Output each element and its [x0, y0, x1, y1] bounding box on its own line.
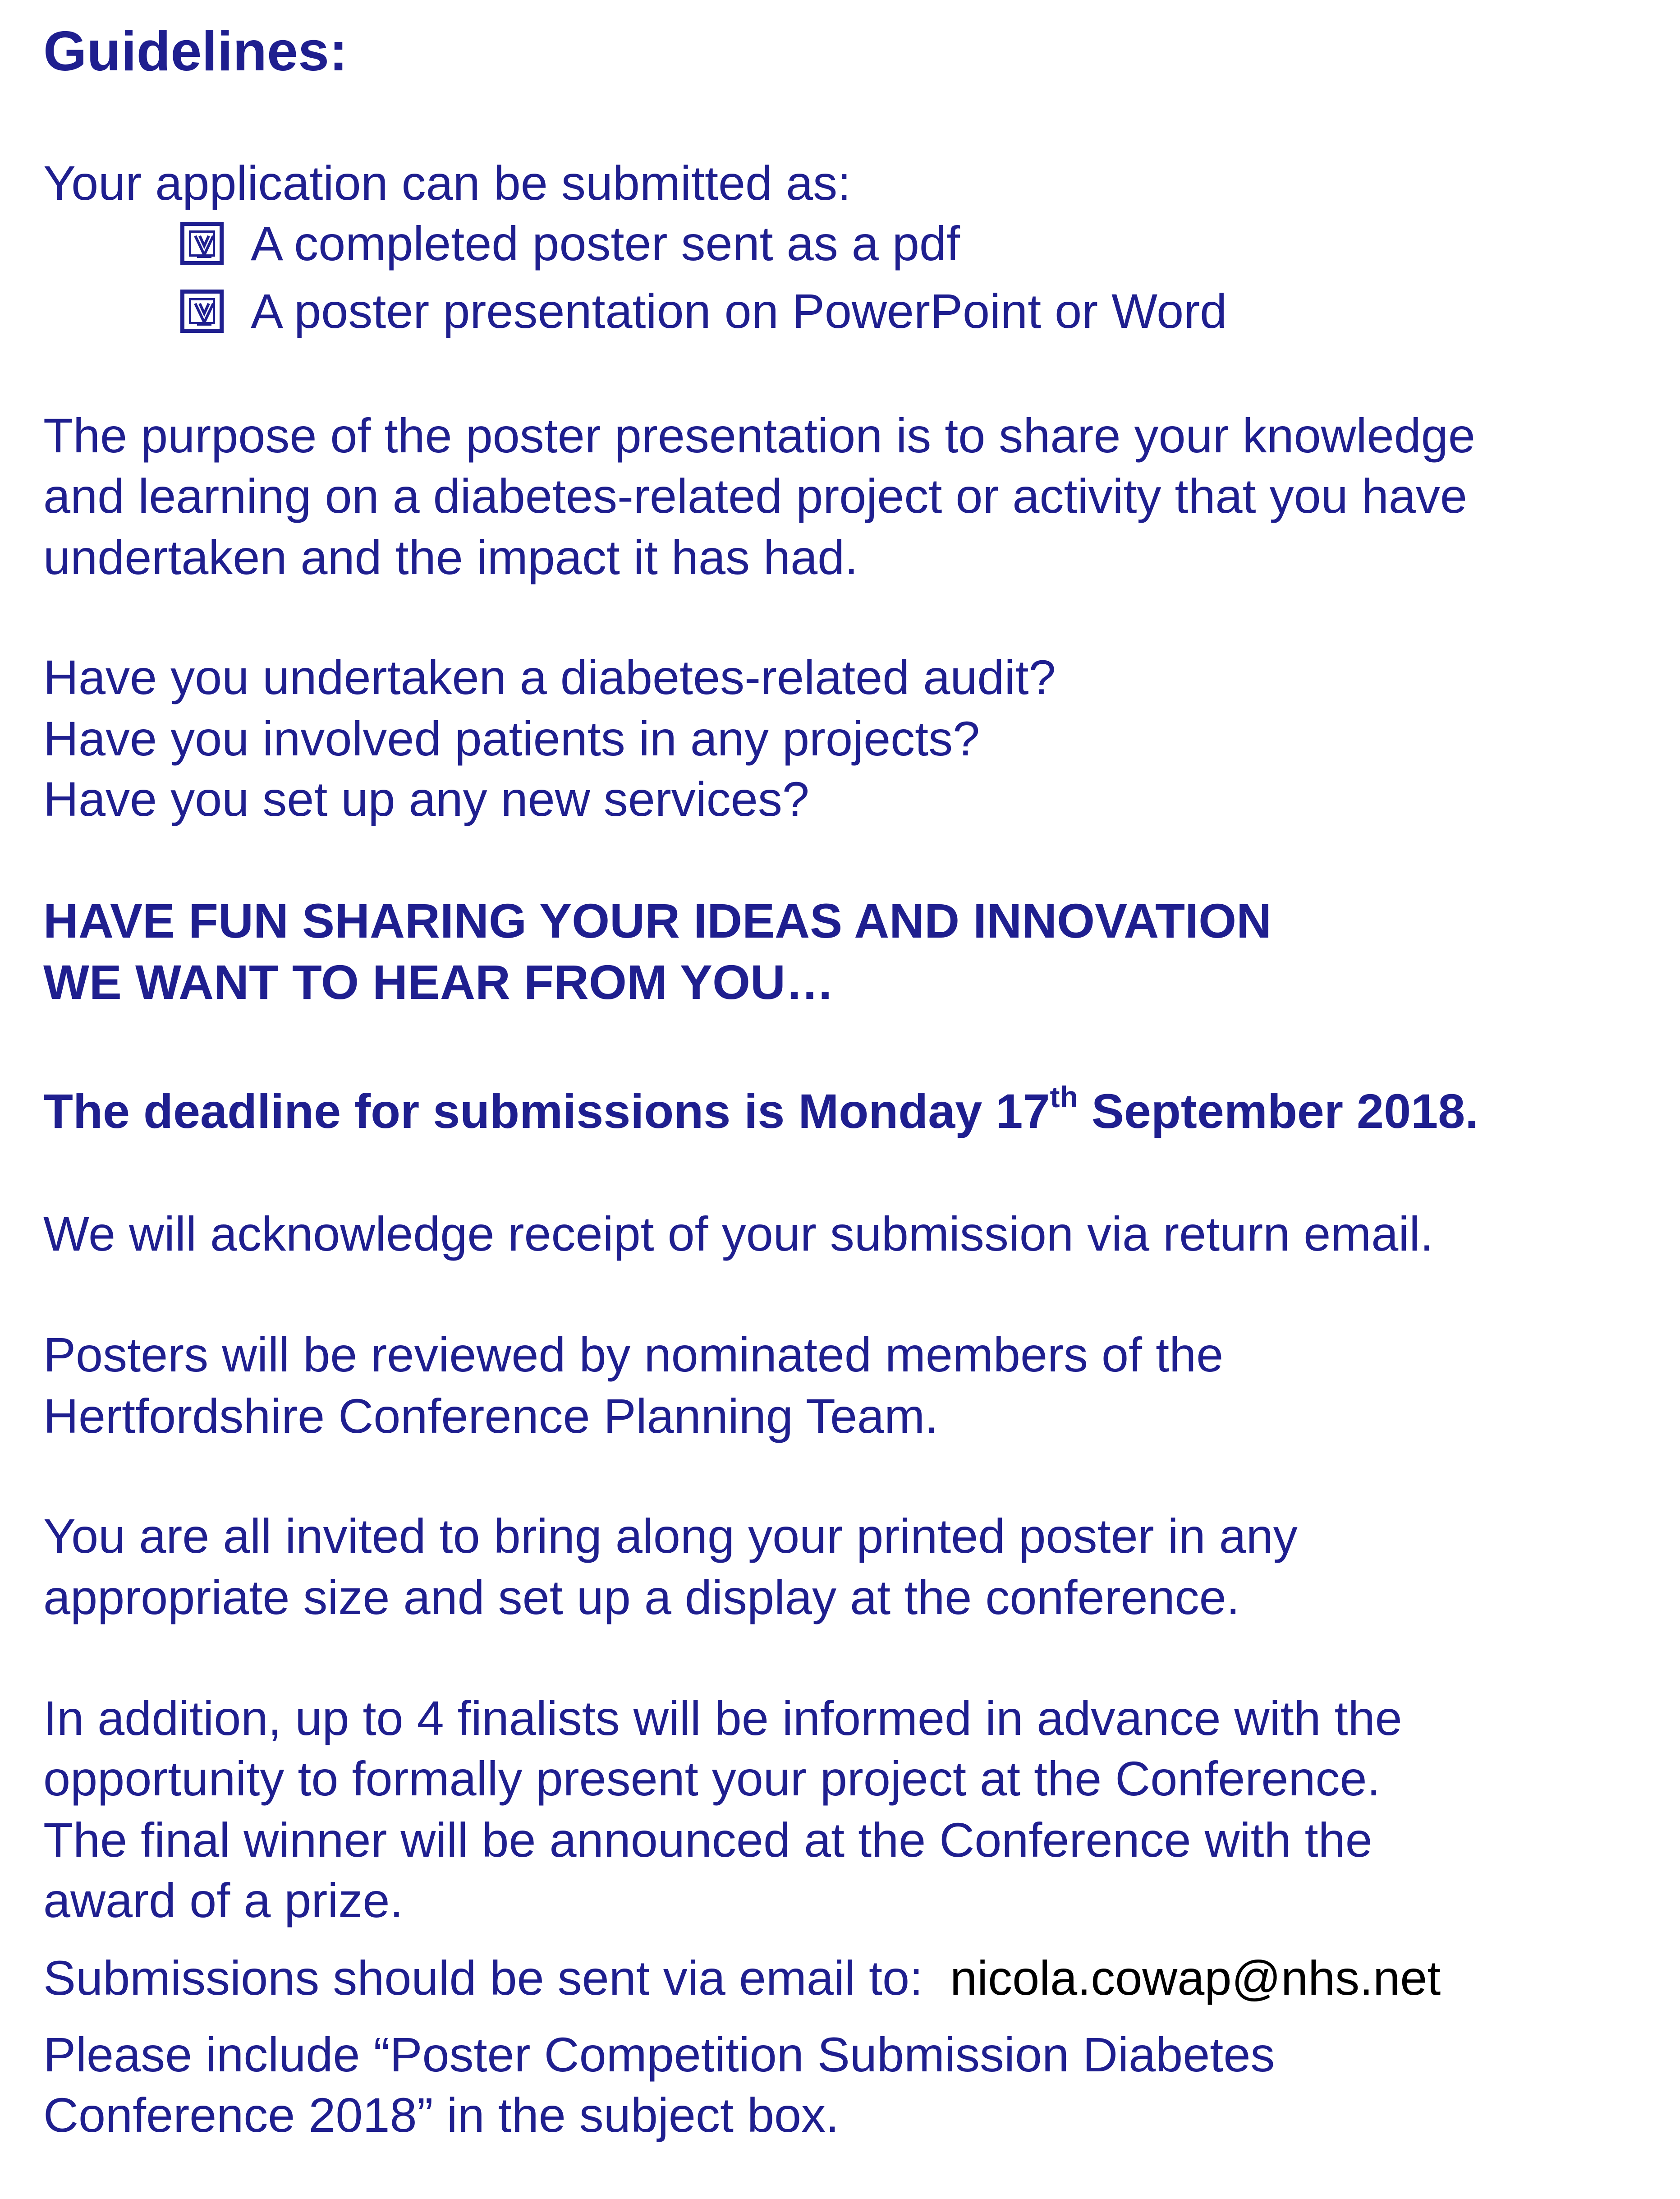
- intro-text: Your application can be submitted as:: [43, 156, 851, 210]
- subject-line: Please include “Poster Competition Submission Diabetes: [43, 2027, 1275, 2082]
- checkbox-mark-icon: [193, 232, 216, 259]
- callout-line: HAVE FUN SHARING YOUR IDEAS AND INNOVATION: [43, 893, 1272, 948]
- deadline-text: [43, 1080, 1479, 1138]
- option-pdf: A completed poster sent as a pdf: [251, 216, 960, 271]
- option-powerpoint: A poster presentation on PowerPoint or Word: [251, 284, 1227, 338]
- checkbox-icon: [180, 290, 224, 333]
- deadline-ordinal: th: [1050, 1080, 1078, 1113]
- submission-label: Submissions should be sent via email to:: [43, 1951, 923, 2005]
- submission-email-link[interactable]: nicola.cowap@nhs.net: [950, 1951, 1441, 2005]
- purpose-line: and learning on a diabetes-related project or activity that you have: [43, 469, 1467, 523]
- callout-line: WE WANT TO HEAR FROM YOU…: [43, 955, 834, 1009]
- question-line: Have you undertaken a diabetes-related audit?: [43, 650, 1056, 704]
- submission-text: [43, 1951, 1441, 2005]
- purpose-line: The purpose of the poster presentation is to share your knowledge: [43, 408, 1475, 463]
- invite-line: You are all invited to bring along your printed poster in any: [43, 1509, 1298, 1563]
- deadline-before: The deadline for submissions is Monday 17: [43, 1084, 1050, 1138]
- review-line: Posters will be reviewed by nominated members of the: [43, 1327, 1224, 1382]
- finalists-line: award of a prize.: [43, 1873, 404, 1928]
- finalists-line: In addition, up to 4 finalists will be informed in advance with the: [43, 1691, 1402, 1745]
- finalists-line: opportunity to formally present your project at the Conference.: [43, 1751, 1381, 1806]
- subject-line: Conference 2018” in the subject box.: [43, 2088, 840, 2142]
- question-line: Have you involved patients in any projects?: [43, 711, 980, 766]
- deadline-after: September 2018.: [1078, 1084, 1479, 1138]
- finalists-line: The final winner will be announced at the Conference with the: [43, 1813, 1372, 1867]
- acknowledge-text: We will acknowledge receipt of your submission via return email.: [43, 1206, 1434, 1261]
- invite-line: appropriate size and set up a display at the conference.: [43, 1570, 1240, 1624]
- checkbox-icon: [180, 222, 224, 265]
- purpose-line: undertaken and the impact it has had.: [43, 530, 858, 584]
- question-line: Have you set up any new services?: [43, 772, 809, 826]
- review-line: Hertfordshire Conference Planning Team.: [43, 1389, 939, 1443]
- page-title: Guidelines:: [43, 20, 348, 83]
- checkbox-mark-icon: [193, 300, 216, 327]
